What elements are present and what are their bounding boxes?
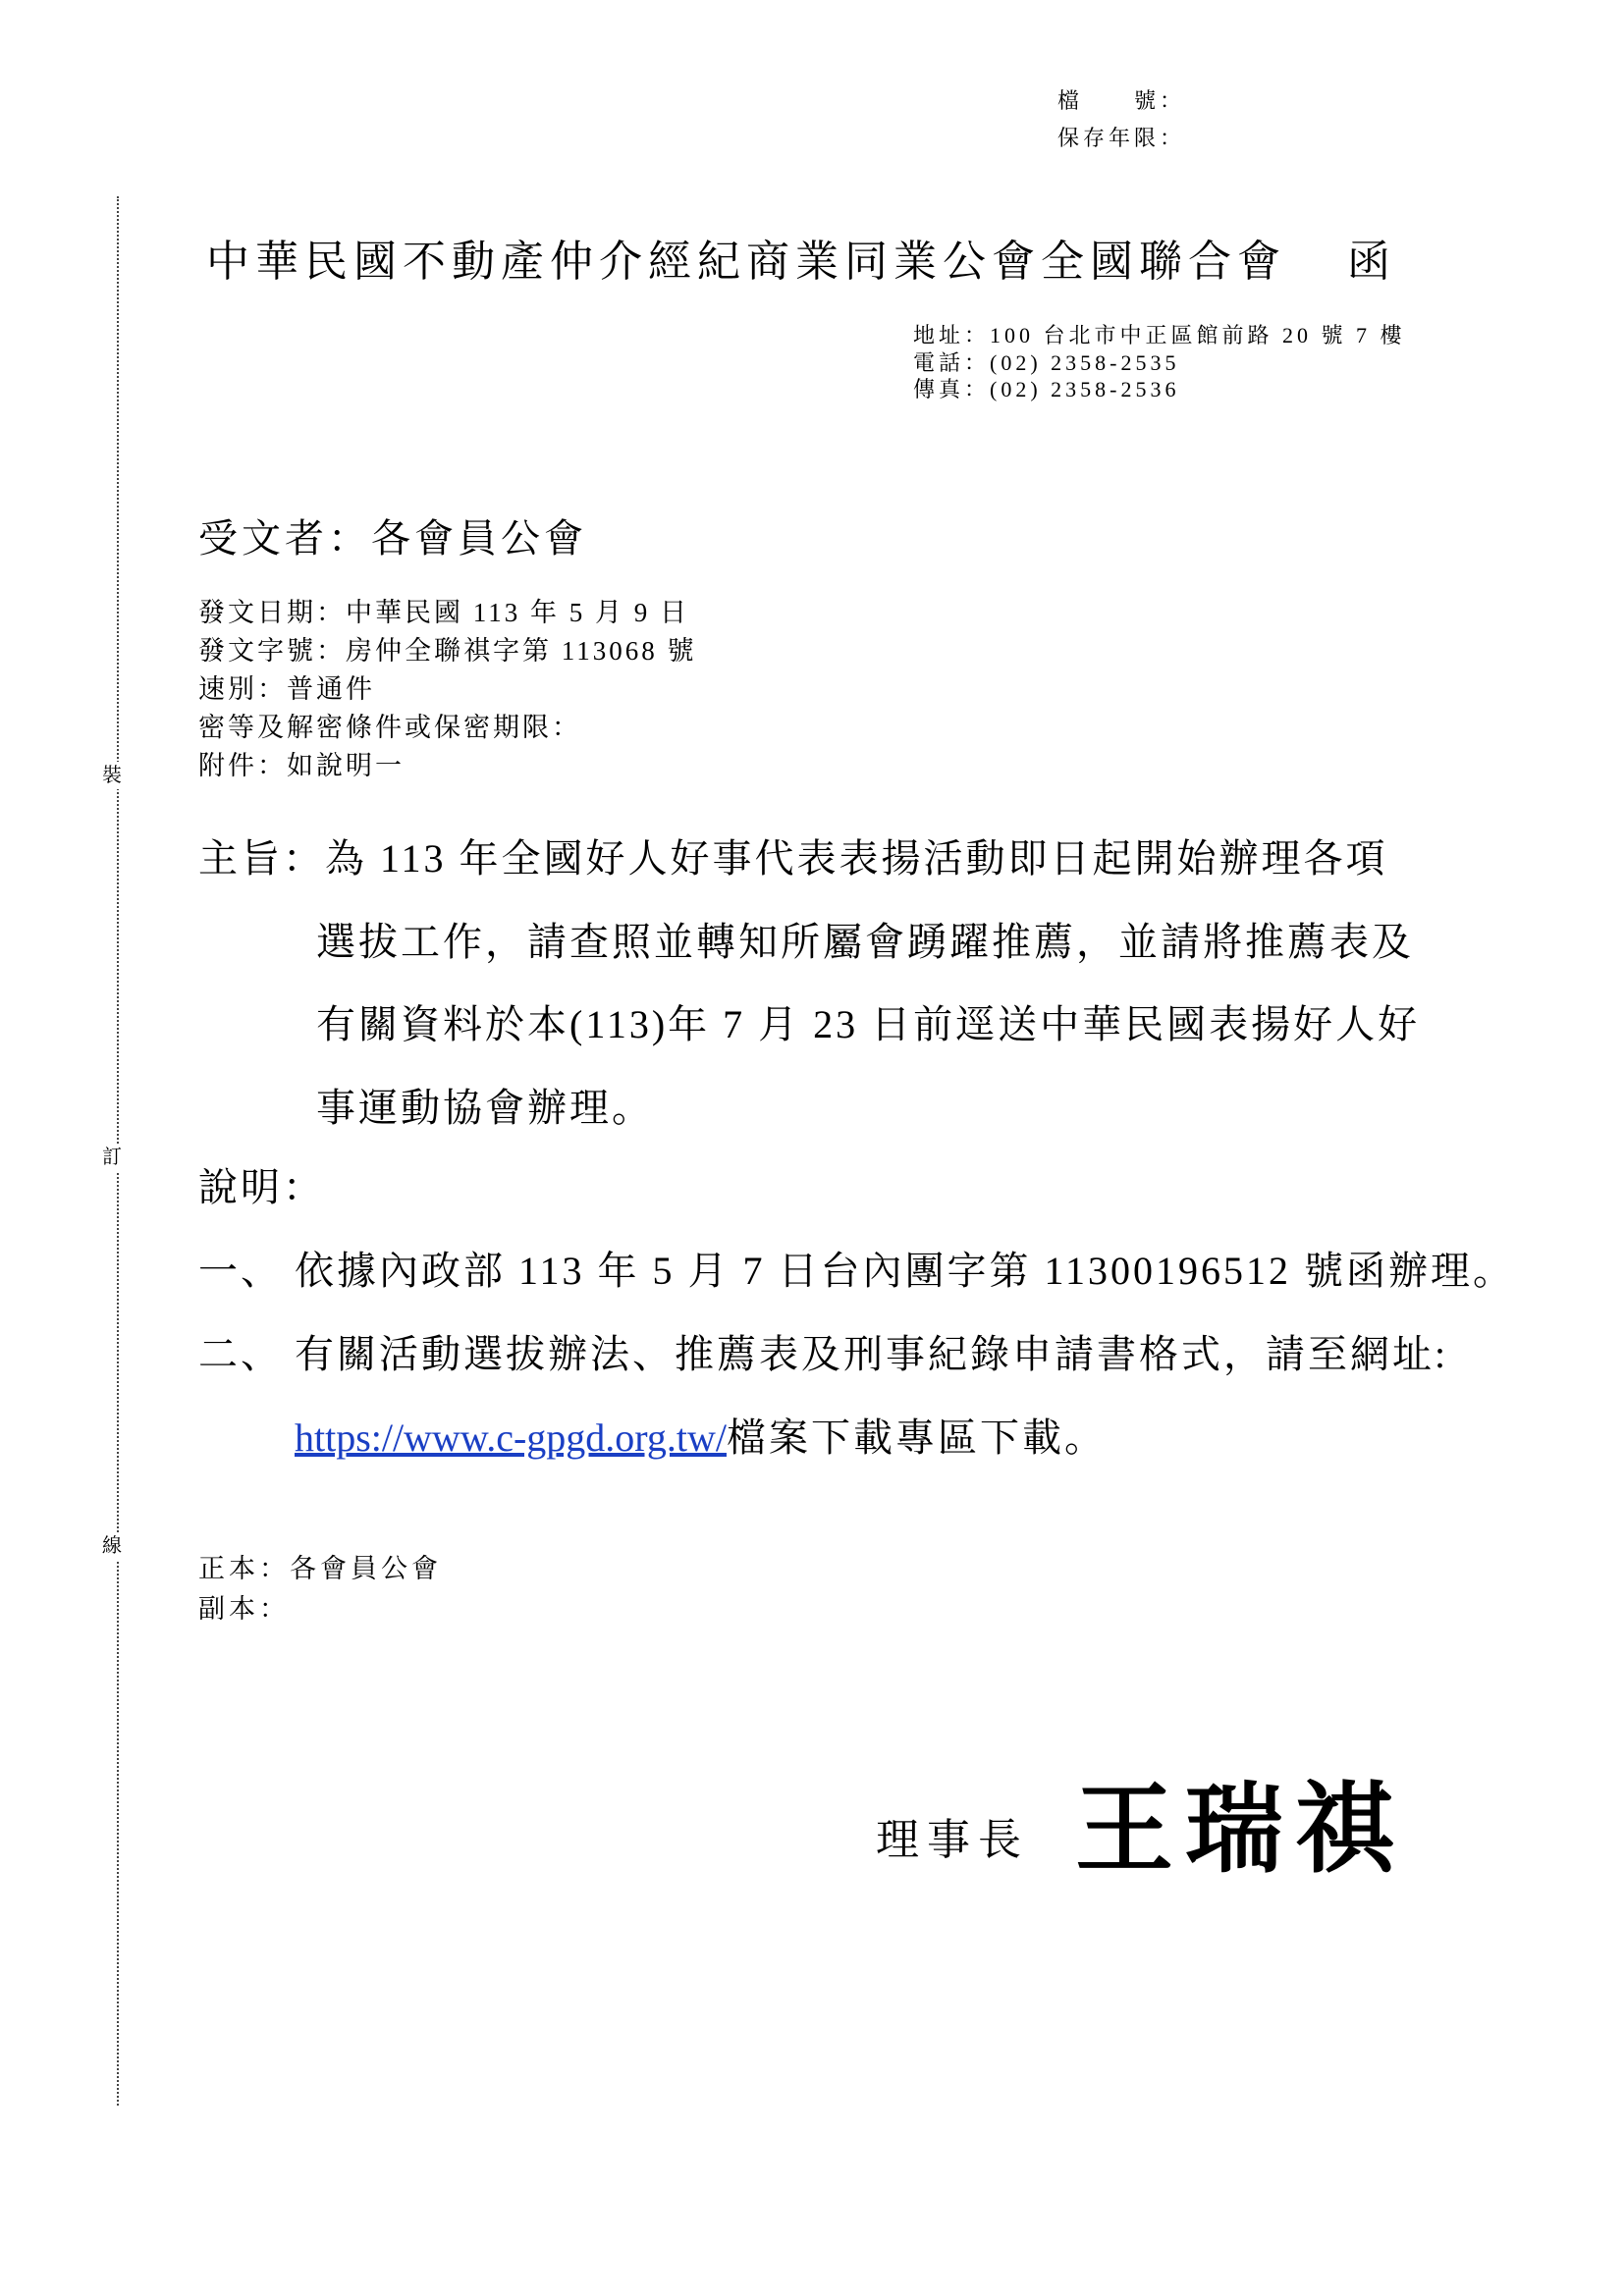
signature-title: 理事長 [876, 1816, 1029, 1864]
meta-block [198, 594, 697, 785]
explanation-item-2 [198, 1312, 1515, 1396]
issue-number: 發文字號：房仲全聯祺字第 113068 號 [198, 636, 697, 666]
explanation-item-1 [198, 1229, 1515, 1312]
fax-line: 傳真：(02) 2358-2536 [913, 377, 1180, 401]
explanation-label: 說明： [198, 1165, 325, 1209]
item-number: 一、 [198, 1249, 283, 1293]
contact-block [913, 322, 1406, 403]
original-recipient: 正本：各會員公會 [198, 1554, 442, 1583]
copy-recipient: 副本： [198, 1594, 290, 1624]
binding-mark-zhuang: 裝 [102, 762, 122, 789]
explanation-section [198, 1146, 1515, 1479]
subject-line-1 [198, 818, 1420, 901]
download-url-line [198, 1396, 1515, 1479]
subject-line-4: 事運動協會辦理。 [316, 1085, 654, 1130]
address-line: 地址：100 台北市中正區館前路 20 號 7 樓 [913, 323, 1406, 347]
binding-mark-xian: 線 [102, 1532, 122, 1560]
subject-text: 為 113 年全國好人好事代表表揚活動即日起開始辦理各項 [325, 836, 1388, 881]
issue-date: 發文日期：中華民國 113 年 5 月 9 日 [198, 598, 689, 627]
document-title: 中華民國不動產仲介經紀商業同業公會全國聯合會 [206, 238, 1286, 286]
signature-name: 王瑞祺 [1075, 1776, 1405, 1885]
subject-line-2: 選拔工作，請查照並轉知所屬會踴躍推薦，並請將推薦表及 [316, 919, 1414, 964]
download-link-suffix: 檔案下載專區下載。 [726, 1415, 1107, 1460]
copies-block [198, 1549, 442, 1629]
subject-section [198, 818, 1420, 1149]
download-link[interactable]: https://www.c-gpgd.org.tw/ [295, 1415, 727, 1460]
retention-label: 保存年限： [1057, 126, 1186, 150]
file-number-label: 檔 號： [1057, 88, 1186, 113]
subject-line-3: 有關資料於本(113)年 7 月 23 日前逕送中華民國表揚好人好 [316, 1002, 1421, 1046]
phone-line: 電話：(02) 2358-2535 [913, 349, 1180, 375]
attachment: 附件：如說明一 [198, 751, 405, 780]
item-text: 依據內政部 113 年 5 月 7 日台內團字第 11300196512 號函辦理。 [295, 1249, 1516, 1293]
recipient: 受文者：各會員公會 [198, 516, 587, 561]
secrecy-level: 密等及解密條件或保密期限： [198, 713, 581, 742]
delivery-speed: 速別：普通件 [198, 674, 375, 704]
subject-label: 主旨： [198, 836, 325, 881]
item-text: 有關活動選拔辦法、推薦表及刑事紀錄申請書格式，請至網址: [295, 1332, 1449, 1376]
document-type: 函 [1347, 238, 1390, 286]
file-info [1057, 82, 1185, 157]
item-number: 二、 [198, 1332, 283, 1376]
binding-mark-ding: 訂 [102, 1144, 122, 1171]
